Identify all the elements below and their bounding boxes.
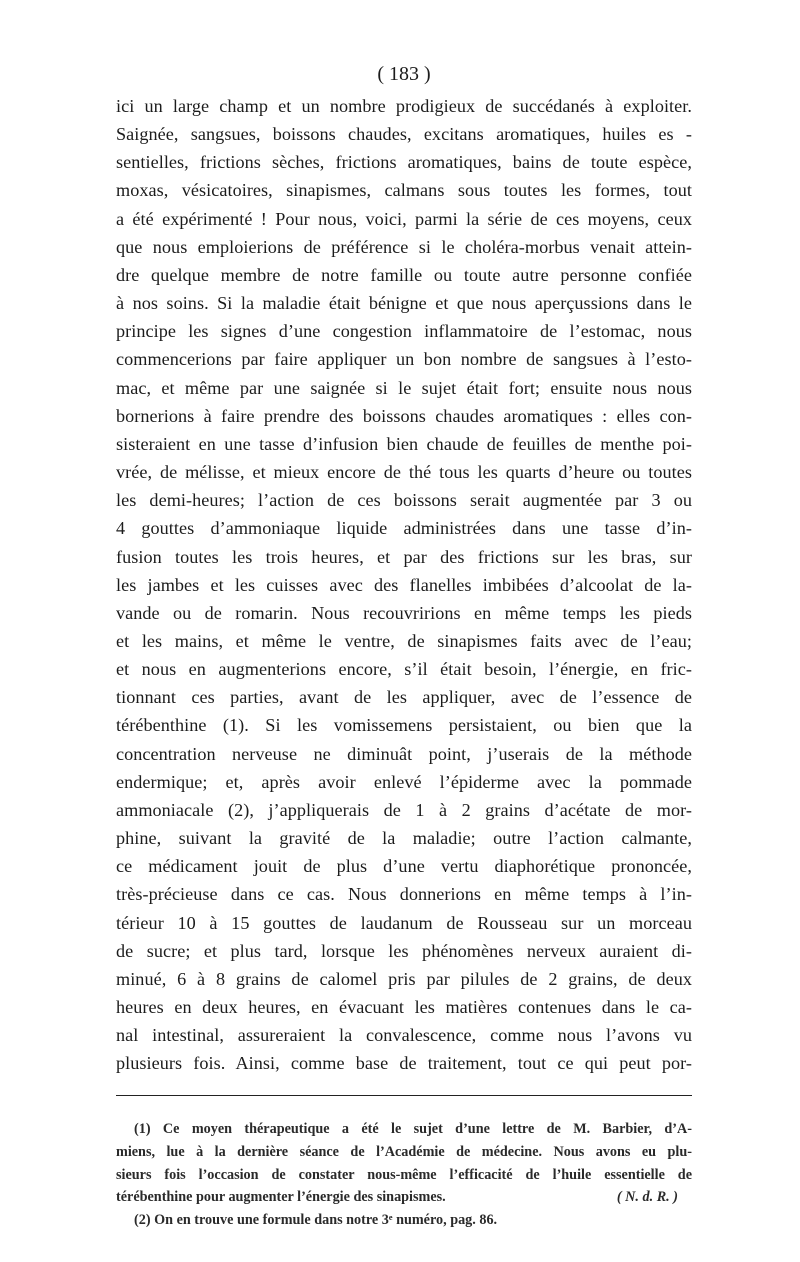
- body-line: fusion toutes les trois heures, et par des frictions sur les bras, sur: [116, 546, 692, 567]
- body-line: ce médicament jouit de plus d’une vertu diaphorétique prononcée,: [116, 856, 692, 877]
- page-number: ( 183 ): [377, 63, 431, 85]
- body-line: Saignée, sangsues, boissons chaudes, excitans aromatiques, huiles es -: [116, 124, 692, 145]
- body-line: minué, 6 à 8 grains de calomel pris par pilules de 2 grains, de deux: [116, 968, 692, 989]
- body-line: ammoniacale (2), j’appliquerais de 1 à 2 grains d’acétate de mor-: [116, 799, 692, 820]
- body-line: bornerions à faire prendre des boissons chaudes aromatiques : elles con-: [116, 405, 692, 426]
- body-line: térébenthine (1). Si les vomissemens persistaient, ou bien que la: [116, 715, 692, 736]
- footnote-1-line-2: miens, lue à la dernière séance de l’Académie de médecine. Nous avons eu plu-: [116, 1144, 692, 1161]
- footnotes: [116, 1118, 692, 1231]
- book-page: [116, 62, 692, 1231]
- body-line: sisteraient en une tasse d’infusion bien chaude de feuilles de menthe poi-: [116, 433, 692, 454]
- body-line: vande ou de romarin. Nous recouvririons en même temps les pieds: [116, 602, 692, 623]
- body-line: térieur 10 à 15 gouttes de laudanum de Rousseau sur un morceau: [116, 912, 692, 933]
- footnote-1-last-text: térébenthine pour augmenter l’énergie des sinapismes.: [116, 1189, 446, 1206]
- body-line: les demi-heures; l’action de ces boissons serait augmentée par 3 ou: [116, 490, 692, 511]
- footnote-2: (2) On en trouve une formule dans notre 3ᵉ numéro, pag. 86.: [134, 1211, 498, 1228]
- body-line: endermique; et, après avoir enlevé l’épiderme avec la pommade: [116, 771, 692, 792]
- body-line: commencerions par faire appliquer un bon nombre de sangsues à l’esto-: [116, 349, 692, 370]
- body-line: ici un large champ et un nombre prodigieux de succédanés à exploiter.: [116, 96, 692, 116]
- body-line: à nos soins. Si la maladie était bénigne et que nous aperçussions dans le: [116, 293, 692, 314]
- body-line: nal intestinal, assureraient la convalescence, comme nous l’avons vu: [116, 1025, 692, 1046]
- body-line: et nous en augmenterions encore, s’il était besoin, l’énergie, en fric-: [116, 659, 692, 680]
- body-line: vrée, de mélisse, et mieux encore de thé tous les quarts d’heure ou toutes: [116, 462, 692, 483]
- body-line: moxas, vésicatoires, sinapismes, calmans sous toutes les formes, tout: [116, 180, 692, 201]
- body-line: phine, suivant la gravité de la maladie; outre l’action calmante,: [116, 828, 692, 849]
- body-line: a été expérimenté ! Pour nous, voici, parmi la série de ces moyens, ceux: [116, 208, 692, 229]
- body-line: et les mains, et même le ventre, de sinapismes faits avec de l’eau;: [116, 630, 692, 651]
- body-line: heures en deux heures, en évacuant les matières contenues dans le ca-: [116, 997, 692, 1017]
- body-line: sentielles, frictions sèches, frictions aromatiques, bains de toute espèce,: [116, 152, 692, 173]
- body-text: [116, 92, 692, 1077]
- footnote-1-line-4: [116, 1186, 692, 1209]
- body-line: tionnant ces parties, avant de les appliquer, avec de l’essence de: [116, 687, 692, 708]
- body-line: dre quelque membre de notre famille ou toute autre personne confiée: [116, 264, 692, 285]
- body-line: très-précieuse dans ce cas. Nous donnerions en même temps à l’in-: [116, 884, 692, 905]
- body-line: mac, et même par une saignée si le sujet était fort; ensuite nous nous: [116, 377, 692, 398]
- footnote-1-line-1: (1) Ce moyen thérapeutique a été le sujet d’une lettre de M. Barbier, d’A-: [134, 1121, 692, 1138]
- body-line: concentration nerveuse ne diminuât point, j’userais de la méthode: [116, 743, 692, 764]
- footnote-1-line-3: sieurs fois l’occasion de constater nous-même l’efficacité de l’huile essentielle de: [116, 1166, 692, 1183]
- body-line: de sucre; et plus tard, lorsque les phénomènes nerveux auraient di-: [116, 940, 692, 961]
- body-line: les jambes et les cuisses avec des flanelles imbibées d’alcoolat de la-: [116, 574, 692, 595]
- body-line: 4 gouttes d’ammoniaque liquide administrées dans une tasse d’in-: [116, 518, 692, 539]
- footnote-gap: [116, 1096, 692, 1118]
- body-line: principe les signes d’une congestion inflammatoire de l’estomac, nous: [116, 321, 692, 342]
- body-line: que nous emploierions de préférence si le choléra-morbus venait attein-: [116, 236, 692, 257]
- body-line: plusieurs fois. Ainsi, comme base de traitement, tout ce qui peut por-: [116, 1053, 692, 1074]
- footnote-1-signature: ( N. d. R. ): [616, 1189, 678, 1206]
